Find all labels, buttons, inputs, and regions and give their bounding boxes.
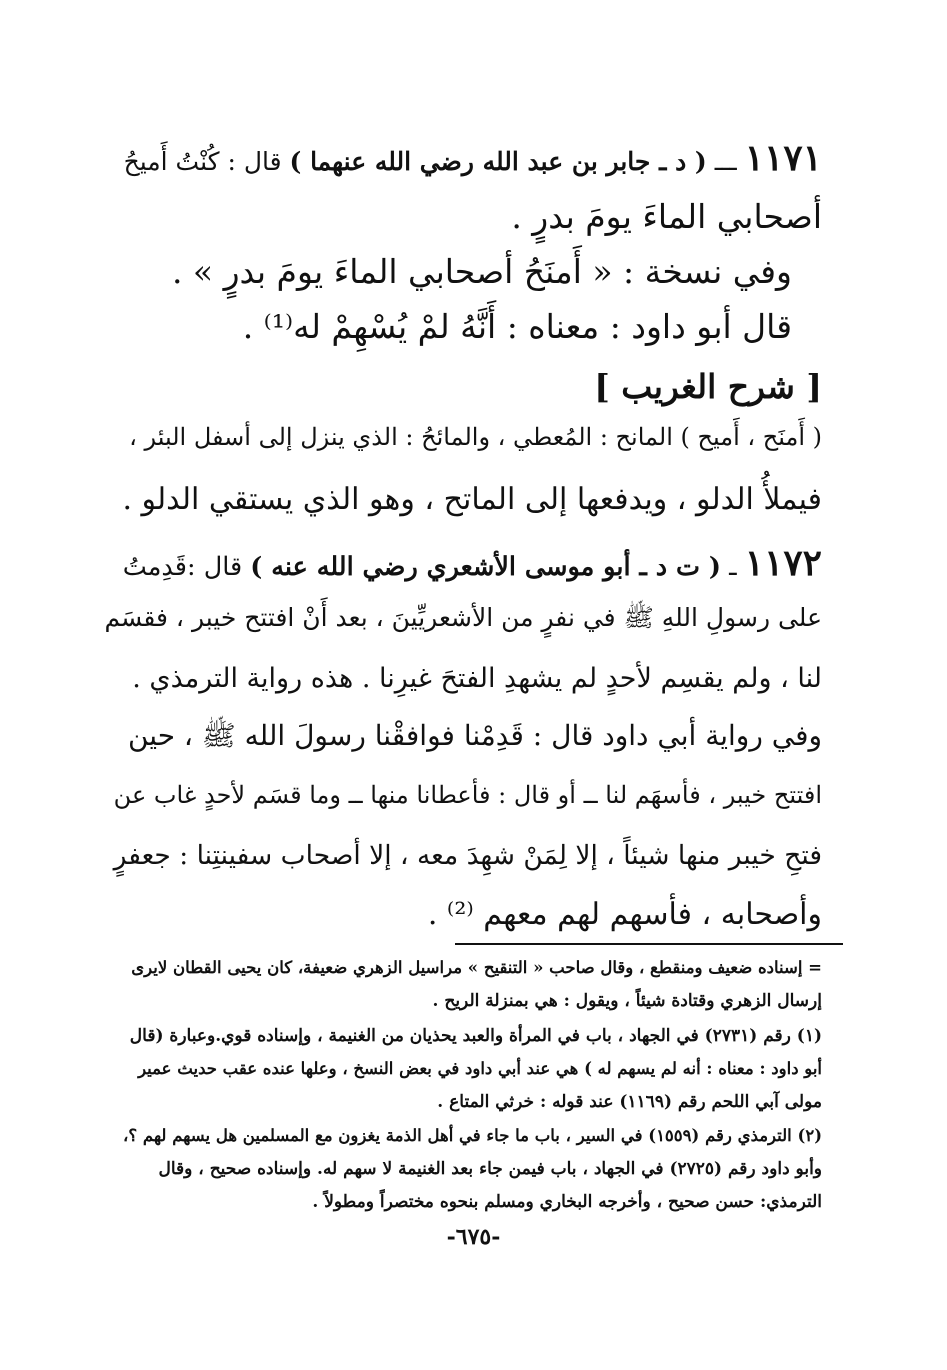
hadith-1172-line-7: وأصحابه ، فأسهم لهم معهم ⁽²⁾ . [427, 897, 822, 932]
section-heading: [ شرح الغريب ] [594, 367, 822, 406]
footnote-1-line-1: (١) رقم (٢٧٣١) في الجهاد ، باب في المرأة والعبد يحذيان من الغنيمة ، وإسناده قوي.وعبارة (قال [129, 1026, 822, 1046]
hadith-1171-line-4: قال أبو داود : معناه : أَنَّهُ لمْ يُسْهِمْ له⁽¹⁾ . [242, 307, 792, 346]
gharib-line-1: ( أَمنَح ، أَميح ) المانح : المُعطي ، والمائحُ : الذي ينزل إلى أسفل البئر ، [129, 423, 822, 451]
footnote-1-line-3: مولى آبي اللحم رقم (١١٦٩) عند قوله : خرثي المتاع . [437, 1092, 822, 1112]
hadith-1172-line-6: فتحِ خيبر منها شيئاً ، إلا لِمَنْ شهِدَ معه ، إلا أصحاب سفينتِنا : جعفرٍ [113, 840, 822, 871]
hadith-number: ١١٧١ [744, 137, 822, 179]
hadith-1172-line-4: وفي رواية أبي داود قال : قَدِمْنا فوافقْنا رسولَ الله ﷺ ، حين [127, 719, 822, 752]
footnote-2-line-2: وأبو داود رقم (٢٧٢٥) في الجهاد ، باب فيمن جاء بعد الغنيمة لا سهم له. وإسناده صحيح ، وقال [158, 1159, 822, 1179]
hadith-1171-line-1 [122, 137, 822, 179]
hadith-number: ١١٧٢ [744, 542, 822, 584]
footnote-continued-line-2: إرسال الزهري وقتادة شيئاً ، ويقول : هي بمنزلة الريح . [432, 991, 822, 1011]
hadith-source: ( ت د ـ أبو موسى الأشعري رضي الله عنه ) [250, 552, 721, 582]
footnote-2-line-3: الترمذي: حسن صحيح ، وأخرجه البخاري ومسلم بنحوه مختصراً ومطولاً . [312, 1192, 822, 1212]
footnote-separator [455, 943, 843, 945]
dash: ـــ [714, 147, 737, 176]
hadith-1172-line-1 [122, 542, 822, 584]
footnote-1-line-2: أبو داود : معناه : أنه لم يسهم له ) هي عند أبي داود في بعض النسخ ، وعلها عنده عقب حديث عمير [138, 1059, 822, 1078]
hadith-1171-line-3: وفي نسخة : « أَمنَحُ أصحابي الماءَ يومَ بدرٍ » . [171, 252, 792, 291]
hadith-text: قال :قَدِمتُ [122, 552, 243, 582]
page-number: -٦٧٥- [446, 1224, 501, 1250]
hadith-source: ( د ـ جابر بن عبد الله رضي الله عنهما ) [289, 147, 707, 176]
hadith-1172-line-5: افتتح خيبر ، فأسهَم لنا ــ أو قال : فأعطانا منها ــ وما قسَم لأحدٍ غاب عن [113, 781, 822, 809]
dash: ـ [729, 552, 737, 582]
footnote-continued-line-1: = إسناده ضعيف ومنقطع ، وقال صاحب « التنقيح » مراسيل الزهري ضعيفة، كان يحيى القطان لايرى [131, 958, 822, 977]
gharib-line-2: فيملأُ الدلو ، ويدفعها إلى الماتح ، وهو الذي يستقي الدلو . [122, 482, 822, 517]
hadith-1171-line-2: أصحابي الماءَ يومَ بدرٍ . [511, 197, 822, 236]
footnote-2-line-1: (٢) الترمذي رقم (١٥٥٩) في السير ، باب ما جاء في أهل الذمة يغزون مع المسلمين هل يسهم لهم ؟، [123, 1126, 822, 1145]
hadith-text: قال : كُنْتُ أَميحُ [123, 147, 282, 176]
hadith-1172-line-2: على رسولِ اللهِ ﷺ في نفرٍ من الأشعريِّينَ ، بعد أَنْ افتتح خيبر ، فقسَم [104, 603, 822, 632]
hadith-1172-line-3: لنا ، ولم يقسِم لأحدٍ لم يشهدِ الفتحَ غيرِنا . هذه رواية الترمذي . [132, 663, 822, 694]
